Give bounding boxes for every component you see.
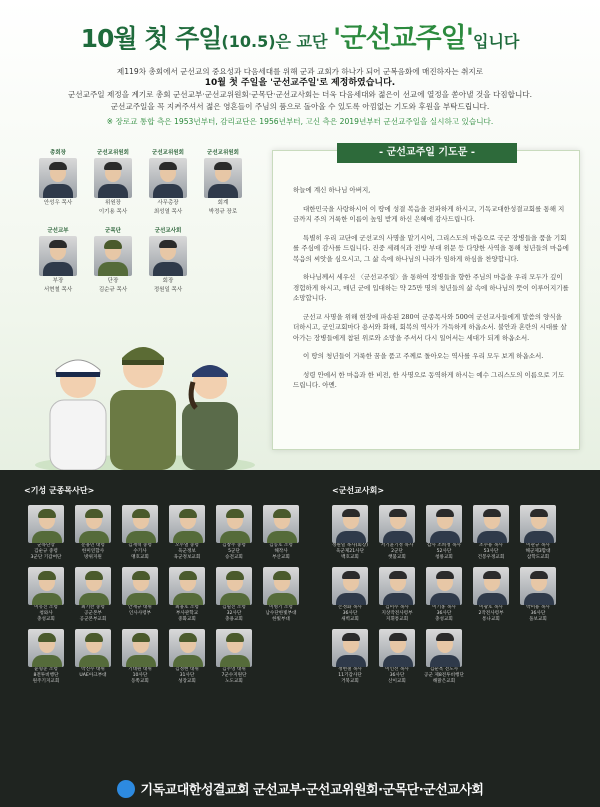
footer-text: 기독교대한성결교회 군선교부·군선교위원회·군목단·군선교사회: [140, 783, 484, 798]
person-l3: 충용교회: [225, 617, 243, 622]
portrait-photo: [122, 567, 158, 605]
person-l2: 육군제21사단: [335, 549, 365, 554]
footer-bar: [0, 775, 600, 807]
person-l2: 육군정보: [178, 549, 196, 554]
person-card: [259, 567, 303, 623]
person-l1: 김정현 대위: [175, 667, 199, 672]
person-l3: 돌보교회: [529, 617, 547, 622]
person-l3: 원주기지교회: [32, 679, 60, 684]
title-sub: (10.5)은 교단: [221, 32, 334, 51]
person-l2: 2작전사령부: [478, 611, 504, 616]
intro-text: [30, 66, 570, 128]
person-l3: 통나교회: [482, 617, 500, 622]
leader-tag: 군목단: [105, 228, 121, 234]
person-l3: 건봉우정교회: [477, 555, 505, 560]
leader-card: [197, 148, 249, 216]
person-l2: 해작사: [274, 549, 288, 554]
portrait-photo: [169, 629, 205, 667]
prayer-paragraph: 이 땅의 청년들이 거룩한 꿈을 품고 주께로 돌아오는 역사를 우리 모두 보게 하옵소서.: [303, 352, 544, 360]
intro-note: ※ 장로교 통합 측은 1953년부터, 감리교단은 1956년부터, 고신 측은 2019년부터 군선교주일을 실시하고 있습니다.: [106, 117, 494, 126]
person-l1: 김동호 소령: [269, 543, 293, 548]
person-l1: 김필진 소령: [222, 605, 246, 610]
person-l1: 이광호 목사: [479, 605, 503, 610]
person-l2: 해군제3함대: [525, 549, 551, 554]
leader-title: 단장: [107, 278, 119, 284]
person-l1: 안재규 대위: [128, 605, 152, 610]
person-card: [24, 629, 68, 685]
person-l2: 공군본부: [84, 611, 102, 616]
person-l1: 이유진 소령: [34, 605, 58, 610]
leader-title: 회계: [217, 200, 229, 206]
leader-tag: 총회장: [50, 150, 66, 156]
portrait-photo: [28, 505, 64, 543]
grid-row: [24, 505, 306, 561]
leader-name: 안성우 목사: [43, 200, 73, 206]
person-l2: 36사단: [389, 673, 405, 678]
person-l2: 지상작전사령부: [381, 611, 413, 616]
person-card: [375, 567, 419, 623]
chaplains-title: <기성 군종목사단>: [24, 486, 95, 495]
person-l1: 손정화 목사: [338, 605, 362, 610]
person-card: [118, 629, 162, 685]
portrait-photo: [263, 567, 299, 605]
leader-name: 이기용 목사: [98, 209, 128, 215]
portrait-photo: [122, 629, 158, 667]
person-l2: 31사단: [179, 673, 195, 678]
intro-line: 제119차 총회에서 군선교의 중요성과 다음세대를 위해 군과 교회가 하나가 되어 군복음화에 매진하자는 취지로: [116, 67, 484, 76]
person-l1: 감사 조희정 목사: [427, 543, 461, 548]
person-l2: 36사단: [436, 611, 452, 616]
portrait-photo: [39, 236, 77, 276]
portrait-photo: [94, 236, 132, 276]
portrait-photo: [216, 505, 252, 543]
person-card: [71, 505, 115, 561]
portrait-photo: [75, 567, 111, 605]
person-l3: 중화교회: [178, 617, 196, 622]
title-highlight: '군선교주일': [333, 23, 473, 54]
portrait-photo: [28, 629, 64, 667]
portrait-photo: [39, 158, 77, 198]
portrait-photo: [263, 505, 299, 543]
grid-row: [328, 567, 563, 623]
person-card: [469, 505, 513, 561]
person-l3: 공군본부교회: [79, 617, 107, 622]
portrait-photo: [149, 158, 187, 198]
person-card: [375, 505, 419, 561]
page-title: [0, 16, 600, 55]
person-card: [328, 629, 372, 685]
intro-line: 군선교주일을 꼭 지켜주셔서 젊은 영혼들이 주님의 품으로 돌아올 수 있도록 아낌없는 기도와 후원을 부탁드립니다.: [110, 101, 490, 111]
person-l1: 김창주 중령: [222, 543, 246, 548]
title-date: 10월 첫 주일: [80, 24, 222, 53]
grid-row: [24, 567, 306, 623]
person-l3: 백호교회: [341, 555, 359, 560]
leaders-row: [32, 226, 257, 294]
person-l3: 승전교회: [225, 555, 243, 560]
person-card: [24, 567, 68, 623]
portrait-photo: [332, 629, 368, 667]
leader-tag: 군선교위원회: [207, 150, 239, 156]
leader-card: [32, 148, 84, 216]
leader-title: 부장: [52, 278, 64, 284]
portrait-photo: [426, 505, 462, 543]
prayer-paragraph: 하나님께서 세우신 〈군선교주일〉을 통하여 장병들을 향한 주님의 마음을 우리 모두가 깊이 경험하게 하시고, 매년 군에 입대하는 약 25만 명의 청년들의 삶 속에 하나님의 뜻이 이루어지기를 소망합니다.: [293, 273, 569, 302]
person-l2: 김순규 중령: [34, 549, 58, 554]
person-l3: 충성교회: [435, 617, 453, 622]
portrait-photo: [379, 567, 415, 605]
leader-tag: 군선교사회: [154, 228, 182, 234]
missionaries-grid: [328, 505, 563, 691]
person-card: [165, 629, 209, 685]
person-card: [71, 567, 115, 623]
portrait-photo: [169, 567, 205, 605]
leader-name: 최성열 목사: [153, 209, 183, 215]
chaplains-grid: [24, 505, 306, 691]
person-l3: 3군단 기갑여단: [30, 555, 62, 560]
person-l2: 청와사: [39, 611, 53, 616]
person-l3: 부산교회: [272, 555, 290, 560]
leader-card: [32, 226, 84, 294]
person-l3: 새벽교회: [341, 617, 359, 622]
person-l1: 군목단장: [37, 543, 55, 548]
person-l1: 이인선 목사: [385, 667, 409, 672]
prayer-paragraph: 하늘에 계신 하나님 아버지,: [293, 186, 371, 194]
person-l2: 수기사: [133, 549, 147, 554]
person-l2: 7군수지원단: [221, 673, 247, 678]
portrait-photo: [426, 629, 462, 667]
person-l2: 2군단: [391, 549, 403, 554]
person-l1: 최기찬 중령: [81, 605, 105, 610]
person-l1: 최용호 소령: [175, 605, 199, 610]
church-logo-icon: [117, 780, 135, 798]
leader-card: [142, 226, 194, 294]
person-l1: 김재혁 중령: [128, 543, 152, 548]
leader-name: 정원일 목사: [153, 287, 183, 293]
person-l3: 충성교회: [37, 617, 55, 622]
person-l1: 이관규 목사: [526, 543, 550, 548]
person-l3: 산이교회: [388, 679, 406, 684]
leaders-panel: [32, 148, 257, 304]
portrait-photo: [473, 505, 509, 543]
portrait-photo: [473, 567, 509, 605]
person-l1: 정현철 목사: [338, 667, 362, 672]
person-l1: 이기홍 목사: [432, 605, 456, 610]
person-l3: 동쪽교회: [131, 679, 149, 684]
person-l1: 이병기 소령: [269, 605, 293, 610]
leader-tag: 군선교위원회: [152, 150, 184, 156]
person-card: [422, 629, 466, 685]
person-l1: 박진수 대위: [81, 667, 105, 672]
person-card: [516, 505, 560, 561]
person-card: [469, 567, 513, 623]
portrait-photo: [75, 505, 111, 543]
person-l1: 조수용 목사: [479, 543, 503, 548]
person-l2: 11기갑사단: [338, 673, 362, 678]
person-l1: 오두열 중령: [175, 543, 199, 548]
portrait-photo: [169, 505, 205, 543]
person-l3: 해맑은교회: [432, 679, 456, 684]
portrait-photo: [216, 567, 252, 605]
person-card: [165, 567, 209, 623]
prayer-paragraph: 특별히 우리 교단에 군선교의 사명을 맡기시어, 그리스도의 마음으로 국군 장병들을 품을 기회를 주심에 감사를 드립니다. 진중 세례식과 전방 부대 위문 등 다양한 사역을 통해 청년들의 마음에 복음의 씨앗을 심으시고, 그 삶 속에 하나님의 나라가 임하게 하심을 찬양합니다.: [293, 233, 569, 263]
person-l2: 53사단: [483, 549, 499, 554]
person-l1: 문용민 대령: [81, 543, 105, 548]
person-l1: 김미수 목사: [385, 605, 409, 610]
person-card: [328, 505, 372, 561]
leaders-row: [32, 148, 257, 216]
prayer-text: [293, 185, 569, 399]
grid-row: [328, 629, 563, 685]
leader-card: [142, 148, 194, 216]
person-l3: 방위지원: [84, 555, 102, 560]
person-l3: 삼학도교회: [526, 555, 550, 560]
person-card: [118, 505, 162, 561]
portrait-photo: [216, 629, 252, 667]
prayer-paragraph: 대한민국을 사랑하시어 이 땅에 성결 복음을 전파하게 하시고, 기독교대한성결교회를 통해 지금까지 주의 거룩한 이름이 높임 받게 하신 은혜에 감사드립니다.: [293, 204, 565, 223]
person-card: [375, 629, 419, 685]
person-card: [71, 629, 115, 685]
portrait-photo: [75, 629, 111, 667]
portrait-photo: [520, 505, 556, 543]
person-l2: 36사단: [530, 611, 546, 616]
person-card: [516, 567, 560, 623]
portrait-photo: [379, 629, 415, 667]
person-l2: 36사단: [342, 611, 358, 616]
portrait-photo: [379, 505, 415, 543]
person-l2: 32사단: [226, 611, 242, 616]
portrait-photo: [94, 158, 132, 198]
portrait-photo: [204, 158, 242, 198]
leader-tag: 군선교위원회: [97, 150, 129, 156]
leader-name: 서현철 목사: [43, 287, 73, 293]
person-l1: 김순옥 전도사: [429, 667, 459, 672]
person-l2: 한미연합사: [81, 549, 105, 554]
person-l2: 인사사령부: [128, 611, 152, 616]
person-l2: 공군 제8전투비행단: [424, 673, 464, 678]
person-card: [259, 505, 303, 561]
person-card: [212, 629, 256, 685]
person-l3: 맹호교회: [131, 555, 149, 560]
person-card: [24, 505, 68, 561]
prayer-panel: [272, 147, 580, 450]
grid-row: [328, 505, 563, 561]
person-l2: 10사단: [132, 673, 148, 678]
leader-tag: 군선교부: [47, 228, 69, 234]
person-card: [328, 567, 372, 623]
person-l3: 거북교회: [341, 679, 359, 684]
person-l2: UAE아크부대: [79, 673, 107, 678]
missionaries-title: <군선교사회>: [332, 486, 385, 495]
portrait-photo: [122, 505, 158, 543]
person-card: [422, 567, 466, 623]
person-l2: 8전투비행단: [33, 673, 59, 678]
portrait-photo: [520, 567, 556, 605]
person-l3: 한빛부대: [272, 617, 290, 622]
portrait-photo: [28, 567, 64, 605]
prayer-title: - 군선교주일 기도문 -: [337, 143, 517, 163]
person-l2: 52사단: [436, 549, 452, 554]
person-l3: 지휘통교회: [385, 617, 409, 622]
person-l3: 노도교회: [225, 679, 243, 684]
leader-title: 사무총장: [157, 200, 179, 206]
portrait-photo: [332, 567, 368, 605]
leader-title: 위원장: [105, 200, 121, 206]
soldiers-illustration: [30, 330, 260, 470]
grid-row: [24, 629, 306, 685]
intro-bold-line: 10월 첫 주일을 '군선교주일'로 제정하였습니다.: [204, 77, 396, 88]
person-card: [422, 505, 466, 561]
person-l3: 청룡교회: [435, 555, 453, 560]
person-l1: 김주영 대위: [222, 667, 246, 672]
portrait-photo: [426, 567, 462, 605]
person-l1: 정원일 목사(회장): [331, 543, 369, 548]
person-card: [212, 567, 256, 623]
leader-title: 회장: [162, 278, 174, 284]
person-l3: 성장교회: [178, 679, 196, 684]
leader-card: [87, 226, 139, 294]
person-l1: 박미용 목사: [526, 605, 550, 610]
person-l1: 기대원 대위: [128, 667, 152, 672]
leader-card: [87, 148, 139, 216]
intro-line: 군선교주일 제정을 계기로 총회 군선교부·군선교위원회·군목단·군선교사회는 더욱 다음세대와 젊은이 선교에 열정을 쏟아낼 것을 다짐합니다.: [67, 90, 533, 99]
title-end: 입니다: [473, 32, 520, 51]
person-l2: 부사관학교: [175, 611, 199, 616]
portrait-photo: [149, 236, 187, 276]
person-l2: 5군단: [228, 549, 240, 554]
person-l1: 윤형준 소령: [34, 667, 58, 672]
person-card: [118, 567, 162, 623]
person-l2: 남수단한빛부대: [265, 611, 297, 616]
leader-name: 김순규 목사: [98, 287, 128, 293]
person-l1: 서기윤기정 목사: [380, 543, 414, 548]
prayer-paragraph: 성령 안에서 한 마음과 한 비전, 한 사명으로 동역하게 하시는 예수 그리스도의 이름으로 기도드립니다. 아멘.: [293, 370, 565, 389]
person-card: [212, 505, 256, 561]
person-card: [165, 505, 209, 561]
prayer-paragraph: 군선교 사명을 위해 현장에 파송된 280여 군종목사와 500여 군선교사들에게 말씀의 양식을 더하시고, 군인교회마다 용서와 화해, 회복의 역사가 가득하게 하옵소서. 불안과 혼란의 시대를 살아가는 장병들에게 참된 위로와 소망을 주셔서 다시 일어서는 세대가 되게 하옵소서.: [293, 312, 567, 342]
leader-name: 박정규 장로: [208, 209, 238, 215]
person-l3: 육군정보교회: [173, 555, 201, 560]
portrait-photo: [332, 505, 368, 543]
person-l3: 햇불교회: [388, 555, 406, 560]
